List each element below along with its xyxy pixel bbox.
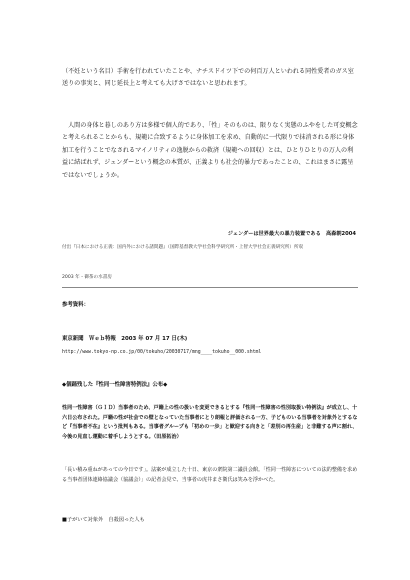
section-subheading: ■子がいて対象外 自殺図った人も (62, 517, 145, 523)
publication-date: 2003 年・御茶の水書房 (62, 275, 112, 280)
article-heading: ◆個踊残した『性同一性障害特例法』公布◆ (62, 382, 168, 388)
source-url[interactable]: http://www.tokyo-np.co.jp/00/tokuho/20030717/mng____tokuho__000.shtml (62, 350, 262, 355)
references-label: 参考資料： (62, 302, 89, 308)
publication-note: 付出『日本における正義：国内外における諸問題』（国際基督教大学社会科学研究所・上智大学社会正義研究所）所収 (62, 245, 304, 250)
essay-paragraph-2: 人間の身体と暮しのあり方は多様で個人的であり、「性」そのものは、限りなく実態のふやをした可変概念と考えられることからも、規範に合致するように身体加工を求め、自動的に一代限りで抹消される形に身体加工を行うことでなされるマイノリティの逸脱からの救済（規範への回収）とは、ひとりひとりの万人の利益に結ばれず、ジェンダーという概念の本質が、正義よりも社会的暴力であったことの、これはまさに露呈ではないでしょうか。 (62, 122, 358, 179)
divider (62, 287, 358, 288)
signature: ジェンダーは世界最大の暴力装置である 高森朝2004 (227, 231, 356, 237)
article-lead: 性同一性障害（ＧＩＤ）当事者のため、戸籍上の性の扱いを変更できるとする『性同一性障害の性別取扱い特例法』が成立し、十六日公布された。戸籍の性が社会での壁となっていた当事者にとり朗報と評価される一方、子どものいる当事者を対象外とするなど『当事者不在』という批判もある。当事者グループも「初めの一歩」と歓迎する向きと「差別の再生産」と非難する声に割れ、今後の見直し運動に着手しようとする。（田原拓治） (62, 405, 358, 440)
article-quote: 「長い積み重ねがあっての今日です」。法案が成立した十日、東京の衆院第二議員会館。「性同一性障害についての法的整備を求める当事者団体連絡協議会（協議会）」の記者会見で、当事者の虎井まさ衛氏は笑みを浮かべた。 (62, 467, 358, 483)
essay-paragraph-1: （不妊という名目）手術を行われていたことや、ナチスドイツ下での何百万人といわれる同性愛者のガス室送りの事実と、同じ延長上と考えても大げさではないと思われます。 (62, 68, 354, 88)
news-source: 東京新聞 Ｗｅｂ特報 2003 年 07 月 17 日(木) (62, 336, 188, 342)
